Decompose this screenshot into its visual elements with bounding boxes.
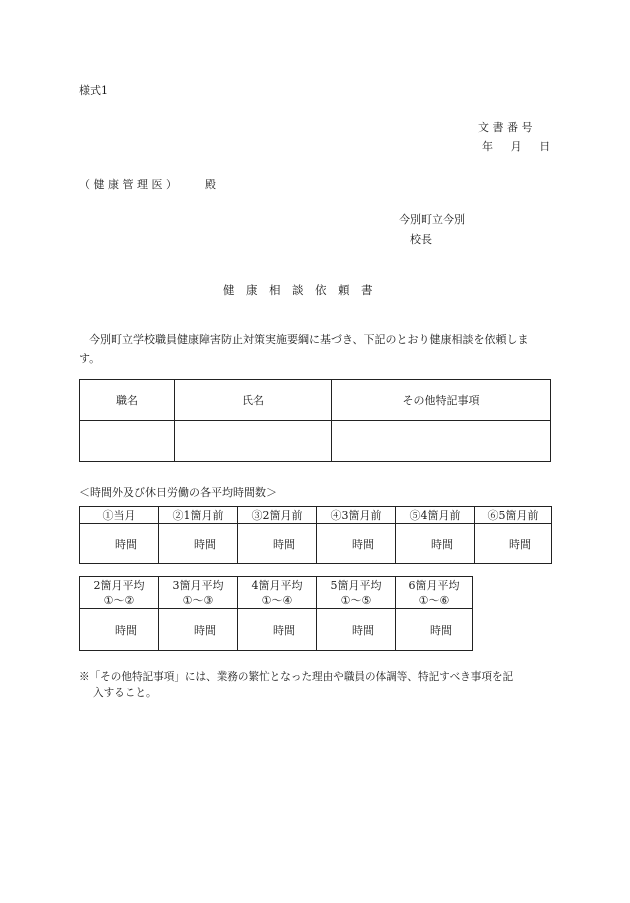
date-line: 年 月 日 bbox=[482, 140, 554, 153]
document-number: 文 書 番 号 bbox=[478, 121, 533, 134]
month-header-3-ago: ④3箇月前 bbox=[317, 507, 396, 524]
note-line-2: 入すること。 bbox=[93, 687, 157, 699]
note-line-1: ※「その他特記事項」には、業務の繁忙となった理由や職員の体調等、特記すべき事項を記 bbox=[79, 671, 514, 683]
info-table-entry-row bbox=[80, 421, 551, 462]
header-position: 職名 bbox=[80, 380, 175, 421]
average-header-2-months: 2箇月平均 ①～② bbox=[80, 577, 159, 609]
info-table bbox=[79, 379, 551, 462]
header-name: 氏名 bbox=[175, 380, 332, 421]
special-notes-cell[interactable] bbox=[332, 421, 551, 462]
month-header-5-ago: ⑥5箇月前 bbox=[475, 507, 552, 524]
month-header-1-ago: ②1箇月前 bbox=[159, 507, 238, 524]
header-special-notes: その他特記事項 bbox=[332, 380, 551, 421]
average-cell-5-months[interactable]: 時間 bbox=[317, 609, 396, 651]
name-cell[interactable] bbox=[175, 421, 332, 462]
month-header-current: ①当月 bbox=[80, 507, 159, 524]
average-hours-table bbox=[79, 576, 473, 651]
sender-title: 校長 bbox=[410, 233, 432, 246]
hours-cell-current[interactable]: 時間 bbox=[80, 524, 159, 564]
hours-cell-2-ago[interactable]: 時間 bbox=[238, 524, 317, 564]
position-cell[interactable] bbox=[80, 421, 175, 462]
hours-cell-1-ago[interactable]: 時間 bbox=[159, 524, 238, 564]
average-cell-3-months[interactable]: 時間 bbox=[159, 609, 238, 651]
month-header-4-ago: ⑤4箇月前 bbox=[396, 507, 475, 524]
sender-organization: 今別町立今別 bbox=[399, 213, 465, 226]
intro-text-line-1: 今別町立学校職員健康障害防止対策実施要綱に基づき、下記のとおり健康相談を依頼しま bbox=[89, 333, 529, 346]
hours-section-title: ＜時間外及び休日労働の各平均時間数＞ bbox=[79, 486, 277, 499]
average-header-6-months: 6箇月平均 ①～⑥ bbox=[396, 577, 473, 609]
average-hours-row bbox=[80, 609, 473, 651]
average-cell-2-months[interactable]: 時間 bbox=[80, 609, 159, 651]
monthly-hours-table bbox=[79, 506, 552, 564]
hours-cell-4-ago[interactable]: 時間 bbox=[396, 524, 475, 564]
addressee: （ 健 康 管 理 医 ） bbox=[79, 178, 177, 191]
average-header-row bbox=[80, 577, 473, 609]
average-header-5-months: 5箇月平均 ①～⑤ bbox=[317, 577, 396, 609]
average-cell-4-months[interactable]: 時間 bbox=[238, 609, 317, 651]
intro-text-line-2: す。 bbox=[79, 352, 101, 365]
month-header-2-ago: ③2箇月前 bbox=[238, 507, 317, 524]
average-cell-6-months[interactable]: 時間 bbox=[396, 609, 473, 651]
form-label: 様式1 bbox=[79, 84, 108, 97]
info-table-header-row bbox=[80, 380, 551, 421]
monthly-hours-row bbox=[80, 524, 552, 564]
hours-cell-3-ago[interactable]: 時間 bbox=[317, 524, 396, 564]
hours-cell-5-ago[interactable]: 時間 bbox=[475, 524, 552, 564]
honorific: 殿 bbox=[205, 178, 216, 191]
monthly-header-row bbox=[80, 507, 552, 524]
average-header-4-months: 4箇月平均 ①～④ bbox=[238, 577, 317, 609]
document-title: 健 康 相 談 依 頼 書 bbox=[223, 283, 373, 297]
average-header-3-months: 3箇月平均 ①～③ bbox=[159, 577, 238, 609]
